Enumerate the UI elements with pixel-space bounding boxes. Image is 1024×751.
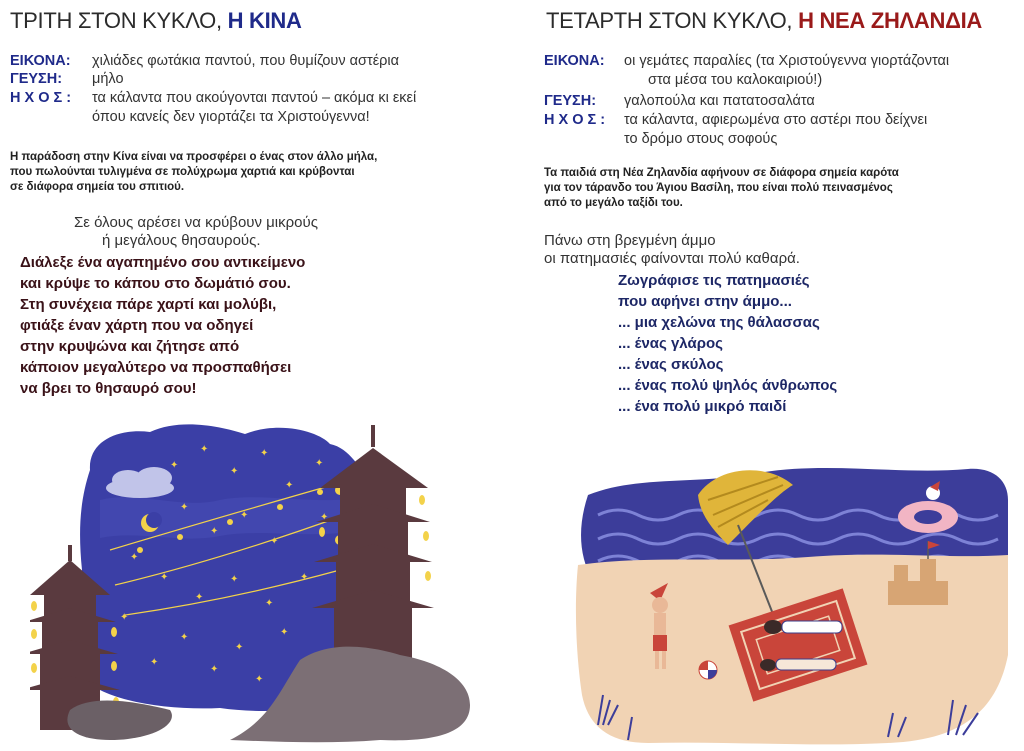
china-lead xyxy=(74,214,318,250)
lead-line: οι πατημασιές φαίνονται πολύ καθαρά. xyxy=(544,250,800,267)
svg-text:✦: ✦ xyxy=(210,664,219,675)
sense-value: οι γεμάτες παραλίες (τα Χριστούγεννα γιορτάζονται xyxy=(624,53,950,69)
activity-line: φτιάξε έναν χάρτη που να οδηγεί xyxy=(20,317,254,334)
sense-value: στα μέσα του καλοκαιριού!) xyxy=(648,72,823,88)
nz-lead xyxy=(544,232,800,268)
sense-label: ΕΙΚΟΝΑ: xyxy=(10,53,71,69)
nz-activity xyxy=(618,270,837,417)
svg-text:✦: ✦ xyxy=(210,526,219,537)
sense-label: ΓΕΥΣΗ: xyxy=(544,93,597,109)
sense-value: χιλιάδες φωτάκια παντού, που θυμίζουν αστέρια xyxy=(92,53,400,69)
tradition-line: από το μεγάλο ταξίδι του. xyxy=(544,197,683,209)
lead-line: ή μεγάλους θησαυρούς. xyxy=(102,232,261,249)
activity-line: Στη συνέχεια πάρε χαρτί και μολύβι, xyxy=(20,296,277,313)
svg-text:✦: ✦ xyxy=(180,632,189,643)
svg-text:✦: ✦ xyxy=(265,598,274,609)
sense-value: γαλοπούλα και πατατοσαλάτα xyxy=(624,93,815,109)
svg-text:✦: ✦ xyxy=(230,466,239,477)
nz-tradition xyxy=(544,166,899,211)
lead-line: Πάνω στη βρεγμένη άμμο xyxy=(544,232,716,249)
activity-line: που αφήνει στην άμμο... xyxy=(618,293,792,310)
svg-text:✦: ✦ xyxy=(230,574,239,585)
svg-text:✦: ✦ xyxy=(195,592,204,603)
china-sense-sound xyxy=(10,89,510,129)
tradition-line: για τον τάρανδο του Άγιου Βασίλη, που είναι πολύ πεινασμένος xyxy=(544,182,893,194)
tradition-line: Τα παιδιά στη Νέα Ζηλανδία αφήνουν σε διάφορα σημεία καρότα xyxy=(544,167,899,179)
sense-value: τα κάλαντα που ακούγονται παντού – ακόμα κι εκεί xyxy=(92,90,417,106)
tradition-line: σε διάφορα σημεία του σπιτιού. xyxy=(10,181,185,193)
sense-label: Η Χ Ο Σ : xyxy=(10,90,72,106)
svg-text:✦: ✦ xyxy=(180,502,189,513)
activity-line: ... ένας πολύ ψηλός άνθρωπος xyxy=(618,377,838,394)
svg-text:✦: ✦ xyxy=(270,536,279,547)
china-activity xyxy=(20,252,305,399)
nz-sense-sound xyxy=(544,111,1014,151)
activity-line: ... ένας γλάρος xyxy=(618,335,723,352)
china-country: Η ΚΙΝΑ xyxy=(227,8,302,33)
china-title: ΤΡΙΤΗ ΣΤΟΝ ΚΥΚΛΟ, Η ΚΙΝΑ xyxy=(10,8,302,33)
nz-sense-image xyxy=(544,52,1014,92)
sense-value: όπου κανείς δεν γιορτάζει τα Χριστούγεννα! xyxy=(92,109,370,125)
sense-value: μήλο xyxy=(92,71,124,87)
svg-text:✦: ✦ xyxy=(280,627,289,638)
activity-line: ... ένα πολύ μικρό παιδί xyxy=(618,398,787,415)
nz-country: Η ΝΕΑ ΖΗΛΑΝΔΙΑ xyxy=(798,8,983,33)
svg-text:✦: ✦ xyxy=(240,510,249,521)
china-sense-image xyxy=(10,52,510,72)
svg-text:✦: ✦ xyxy=(315,458,324,469)
activity-line: και κρύψε το κάπου στο δωμάτιό σου. xyxy=(20,275,291,292)
svg-text:✦: ✦ xyxy=(300,572,309,583)
activity-line: ... μια χελώνα της θάλασσας xyxy=(618,314,820,331)
sense-value: τα κάλαντα, αφιερωμένα στο αστέρι που δείχνει xyxy=(624,112,928,128)
svg-text:✦: ✦ xyxy=(260,448,269,459)
tradition-line: Η παράδοση στην Κίνα είναι να προσφέρει ο ένας στον άλλο μήλα, xyxy=(10,151,378,163)
china-sense-taste xyxy=(10,70,510,90)
svg-text:✦: ✦ xyxy=(200,444,209,455)
china-tradition xyxy=(10,150,377,195)
svg-text:✦: ✦ xyxy=(235,642,244,653)
sense-value: το δρόμο στους σοφούς xyxy=(624,131,778,147)
svg-text:✦: ✦ xyxy=(150,657,159,668)
activity-line: ... ένας σκύλος xyxy=(618,356,724,373)
svg-text:✦: ✦ xyxy=(160,572,169,583)
activity-line: στην κρυψώνα και ζήτησε από xyxy=(20,338,240,355)
sense-label: ΓΕΥΣΗ: xyxy=(10,71,63,87)
svg-text:✦: ✦ xyxy=(130,552,139,563)
svg-text:✦: ✦ xyxy=(285,480,294,491)
svg-text:✦: ✦ xyxy=(320,512,329,523)
nz-title: ΤΕΤΑΡΤΗ ΣΤΟΝ ΚΥΚΛΟ, Η ΝΕΑ ΖΗΛΑΝΔΙΑ xyxy=(546,8,983,33)
nz-beach-illustration xyxy=(568,455,1012,745)
new-zealand-page xyxy=(512,0,1024,751)
sense-label: ΕΙΚΟΝΑ: xyxy=(544,53,605,69)
activity-line: κάποιον μεγαλύτερο να προσπαθήσει xyxy=(20,359,292,376)
china-night-illustration xyxy=(30,410,490,745)
svg-text:✦: ✦ xyxy=(255,674,264,685)
beach-ball-icon xyxy=(699,661,717,679)
lead-line: Σε όλους αρέσει να κρύβουν μικρούς xyxy=(74,214,318,231)
sense-label: Η Χ Ο Σ : xyxy=(544,112,606,128)
svg-text:✦: ✦ xyxy=(170,460,179,471)
svg-text:✦: ✦ xyxy=(120,612,129,623)
activity-line: Διάλεξε ένα αγαπημένο σου αντικείμενο xyxy=(20,254,306,271)
tradition-line: που πωλούνται τυλιγμένα σε πολύχρωμα χαρτιά και κρύβονται xyxy=(10,166,355,178)
activity-line: να βρει το θησαυρό σου! xyxy=(20,380,197,397)
nz-sense-taste xyxy=(544,92,1014,112)
activity-line: Ζωγράφισε τις πατημασιές xyxy=(618,272,810,289)
